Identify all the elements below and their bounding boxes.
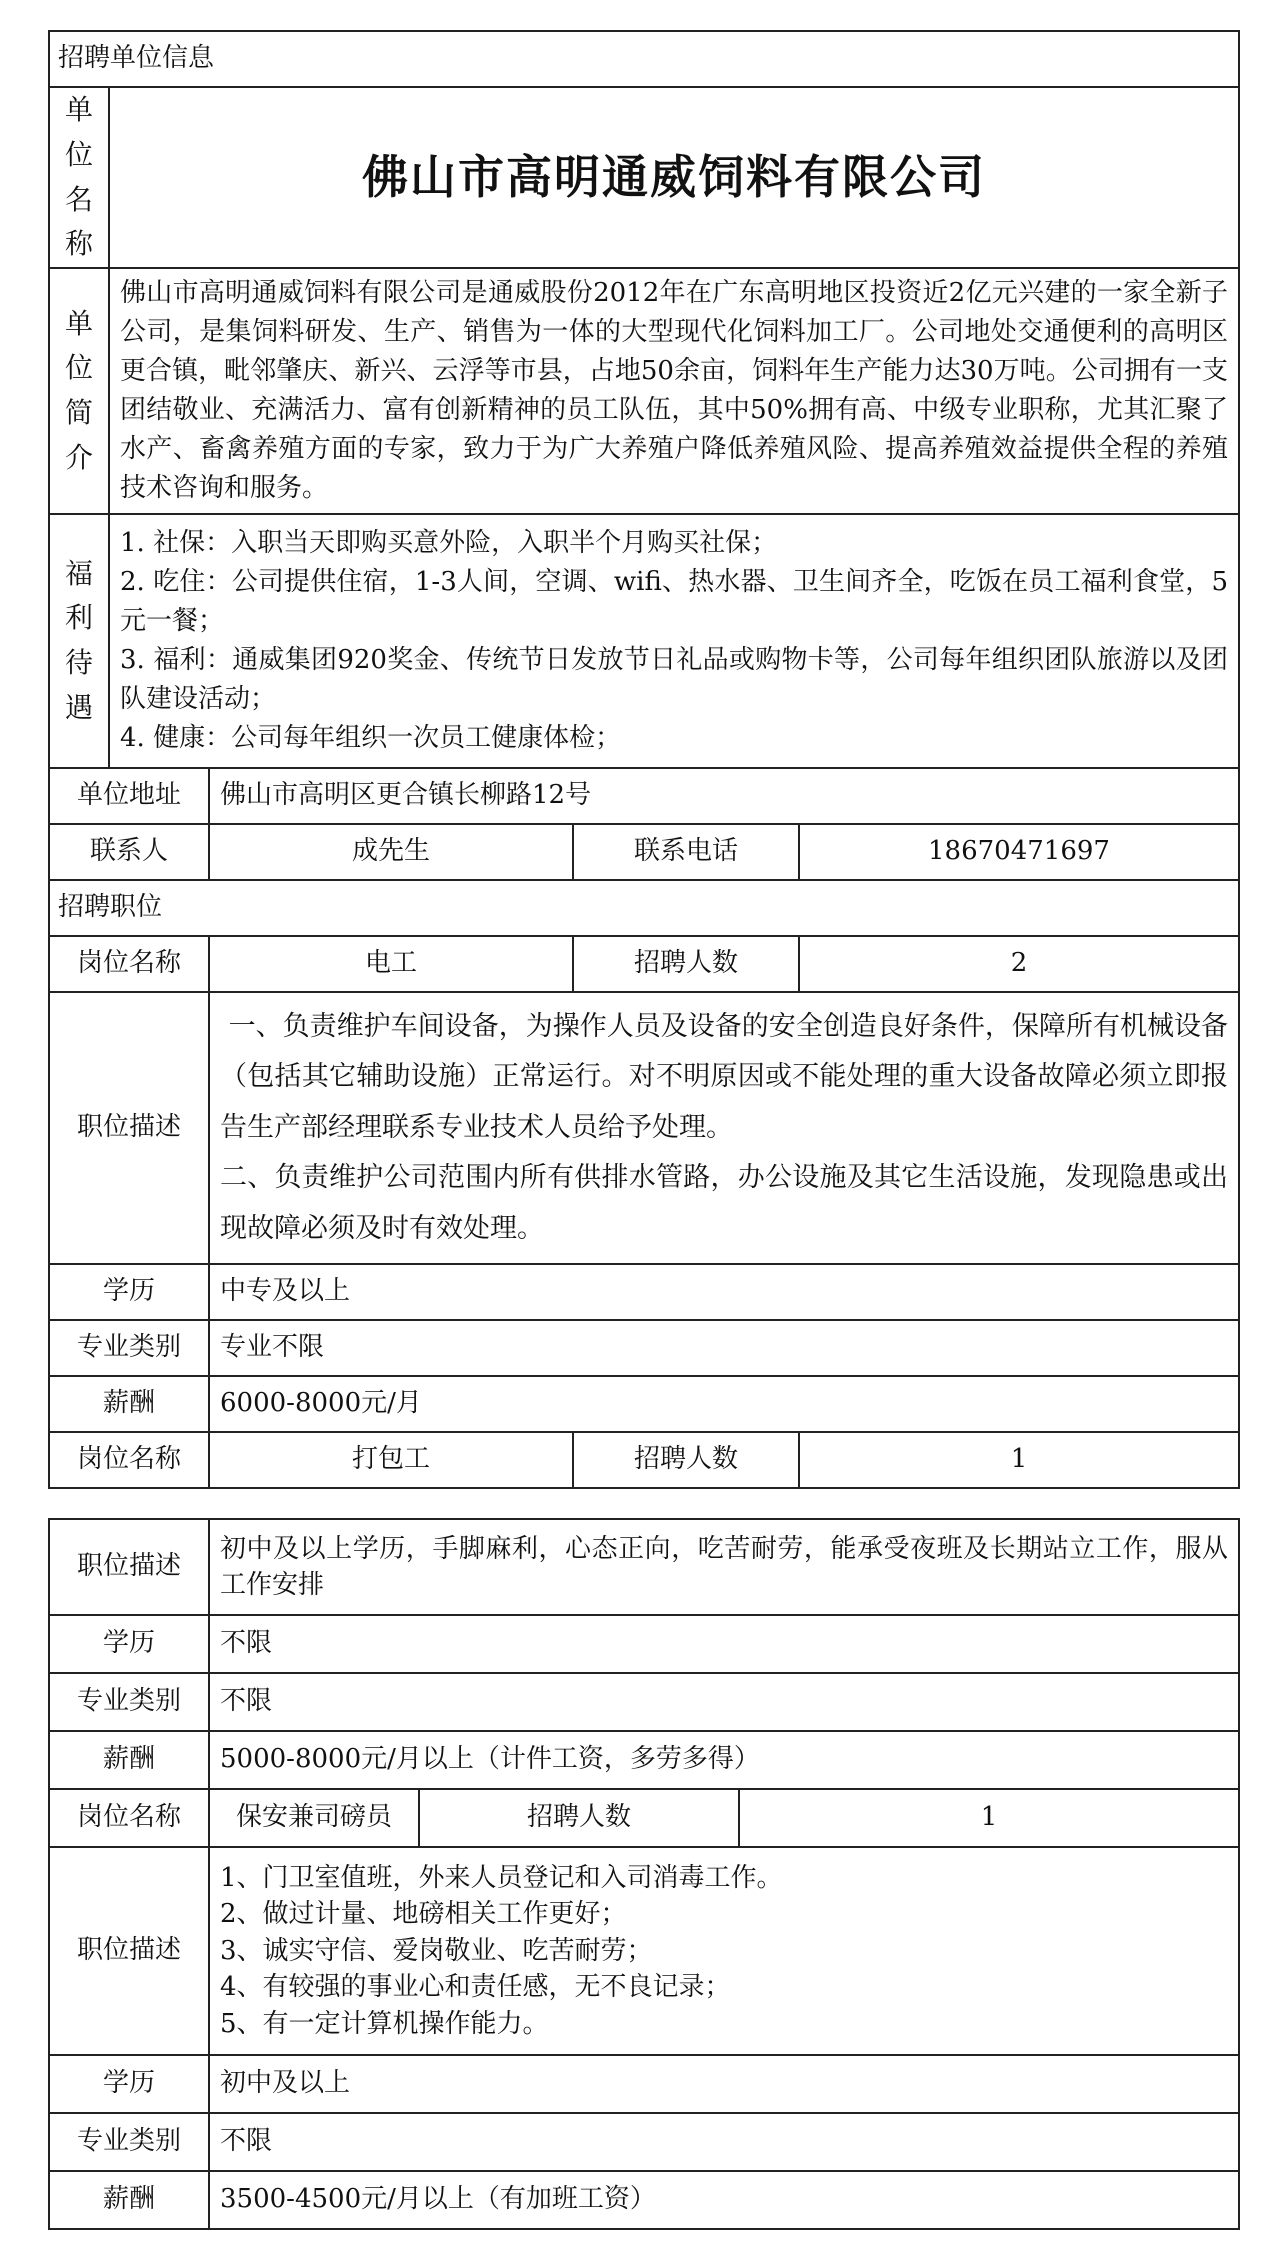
- benefit-item: 2. 吃住：公司提供住宿，1-3人间，空调、wifi、热水器、卫生间齐全，吃饭在员工福利食堂，5元一餐；: [120, 567, 1228, 637]
- major-label: 专业类别: [49, 2113, 209, 2171]
- education-value: 不限: [209, 1615, 1239, 1673]
- recruitment-table-page-2: [48, 1518, 1240, 2230]
- headcount-label: 招聘人数: [573, 1432, 799, 1488]
- description-line: 5、有一定计算机操作能力。: [220, 2008, 549, 2039]
- description-label: 职位描述: [49, 992, 209, 1264]
- education-label: 学历: [49, 1615, 209, 1673]
- position-name-value: 保安兼司磅员: [209, 1789, 419, 1847]
- salary-value: 3500-4500元/月以上（有加班工资）: [209, 2171, 1239, 2229]
- section-header-company-info: 招聘单位信息: [49, 31, 1239, 87]
- headcount-value: 1: [799, 1432, 1239, 1488]
- contact-label: 联系人: [49, 824, 209, 880]
- description-paragraph: 一、负责维护车间设备，为操作人员及设备的安全创造良好条件，保障所有机械设备（包括其它辅助设施）正常运行。对不明原因或不能处理的重大设备故障必须立即报告生产部经理联系专业技术人员给予处理。: [220, 1010, 1228, 1143]
- major-value: 不限: [209, 1673, 1239, 1731]
- position-name-label: 岗位名称: [49, 936, 209, 992]
- benefits-label: 福 利 待 遇: [49, 514, 109, 768]
- headcount-value: 1: [739, 1789, 1239, 1847]
- company-intro: 佛山市高明通威饲料有限公司是通威股份2012年在广东高明地区投资近2亿元兴建的一家全新子公司，是集饲料研发、生产、销售为一体的大型现代化饲料加工厂。公司地处交通便利的高明区更合镇，毗邻肇庆、新兴、云浮等市县，占地50余亩，饲料年生产能力达30万吨。公司拥有一支团结敬业、充满活力、富有创新精神的员工队伍，其中50%拥有高、中级专业职称，尤其汇聚了水产、畜禽养殖方面的专家，致力于为广大养殖户降低养殖风险、提高养殖效益提供全程的养殖技术咨询和服务。: [109, 268, 1239, 514]
- benefit-item: 1. 社保：入职当天即购买意外险，入职半个月购买社保；: [120, 528, 778, 559]
- recruitment-table-page-1: [48, 30, 1240, 1489]
- education-label: 学历: [49, 2055, 209, 2113]
- description-line: 3、诚实守信、爱岗敬业、吃苦耐劳；: [220, 1935, 653, 1966]
- education-label: 学历: [49, 1264, 209, 1320]
- phone-value: 18670471697: [799, 824, 1239, 880]
- salary-label: 薪酬: [49, 2171, 209, 2229]
- education-value: 初中及以上: [209, 2055, 1239, 2113]
- major-value: 不限: [209, 2113, 1239, 2171]
- position-description: [209, 1847, 1239, 2055]
- company-name-label: 单 位 名 称: [49, 87, 109, 268]
- benefits-list: [109, 514, 1239, 768]
- headcount-label: 招聘人数: [419, 1789, 739, 1847]
- position-description: 初中及以上学历，手脚麻利，心态正向，吃苦耐劳，能承受夜班及长期站立工作，服从工作安排: [209, 1519, 1239, 1615]
- position-name-label: 岗位名称: [49, 1789, 209, 1847]
- major-label: 专业类别: [49, 1320, 209, 1376]
- description-label: 职位描述: [49, 1519, 209, 1615]
- description-line: 1、门卫室值班，外来人员登记和入司消毒工作。: [220, 1863, 783, 1894]
- education-value: 中专及以上: [209, 1264, 1239, 1320]
- salary-label: 薪酬: [49, 1376, 209, 1432]
- contact-value: 成先生: [209, 824, 573, 880]
- company-intro-label: 单 位 简 介: [49, 268, 109, 514]
- salary-label: 薪酬: [49, 1731, 209, 1789]
- salary-value: 6000-8000元/月: [209, 1376, 1239, 1432]
- benefit-item: 4. 健康：公司每年组织一次员工健康体检；: [120, 723, 622, 754]
- phone-label: 联系电话: [573, 824, 799, 880]
- major-value: 专业不限: [209, 1320, 1239, 1376]
- description-label: 职位描述: [49, 1847, 209, 2055]
- description-line: 2、做过计量、地磅相关工作更好；: [220, 1899, 627, 1930]
- position-name-value: 打包工: [209, 1432, 573, 1488]
- position-description: [209, 992, 1239, 1264]
- benefit-item: 3. 福利：通威集团920奖金、传统节日发放节日礼品或购物卡等，公司每年组织团队旅游以及团队建设活动；: [120, 645, 1228, 715]
- position-name-label: 岗位名称: [49, 1432, 209, 1488]
- headcount-label: 招聘人数: [573, 936, 799, 992]
- position-name-value: 电工: [209, 936, 573, 992]
- section-header-positions: 招聘职位: [49, 880, 1239, 936]
- description-line: 4、有较强的事业心和责任感，无不良记录；: [220, 1972, 731, 2003]
- headcount-value: 2: [799, 936, 1239, 992]
- company-name: 佛山市高明通威饲料有限公司: [109, 87, 1239, 268]
- major-label: 专业类别: [49, 1673, 209, 1731]
- description-paragraph: 二、负责维护公司范围内所有供排水管路，办公设施及其它生活设施，发现隐患或出现故障必须及时有效处理。: [220, 1162, 1228, 1244]
- salary-value: 5000-8000元/月以上（计件工资，多劳多得）: [209, 1731, 1239, 1789]
- address-value: 佛山市高明区更合镇长柳路12号: [209, 768, 1239, 824]
- address-label: 单位地址: [49, 768, 209, 824]
